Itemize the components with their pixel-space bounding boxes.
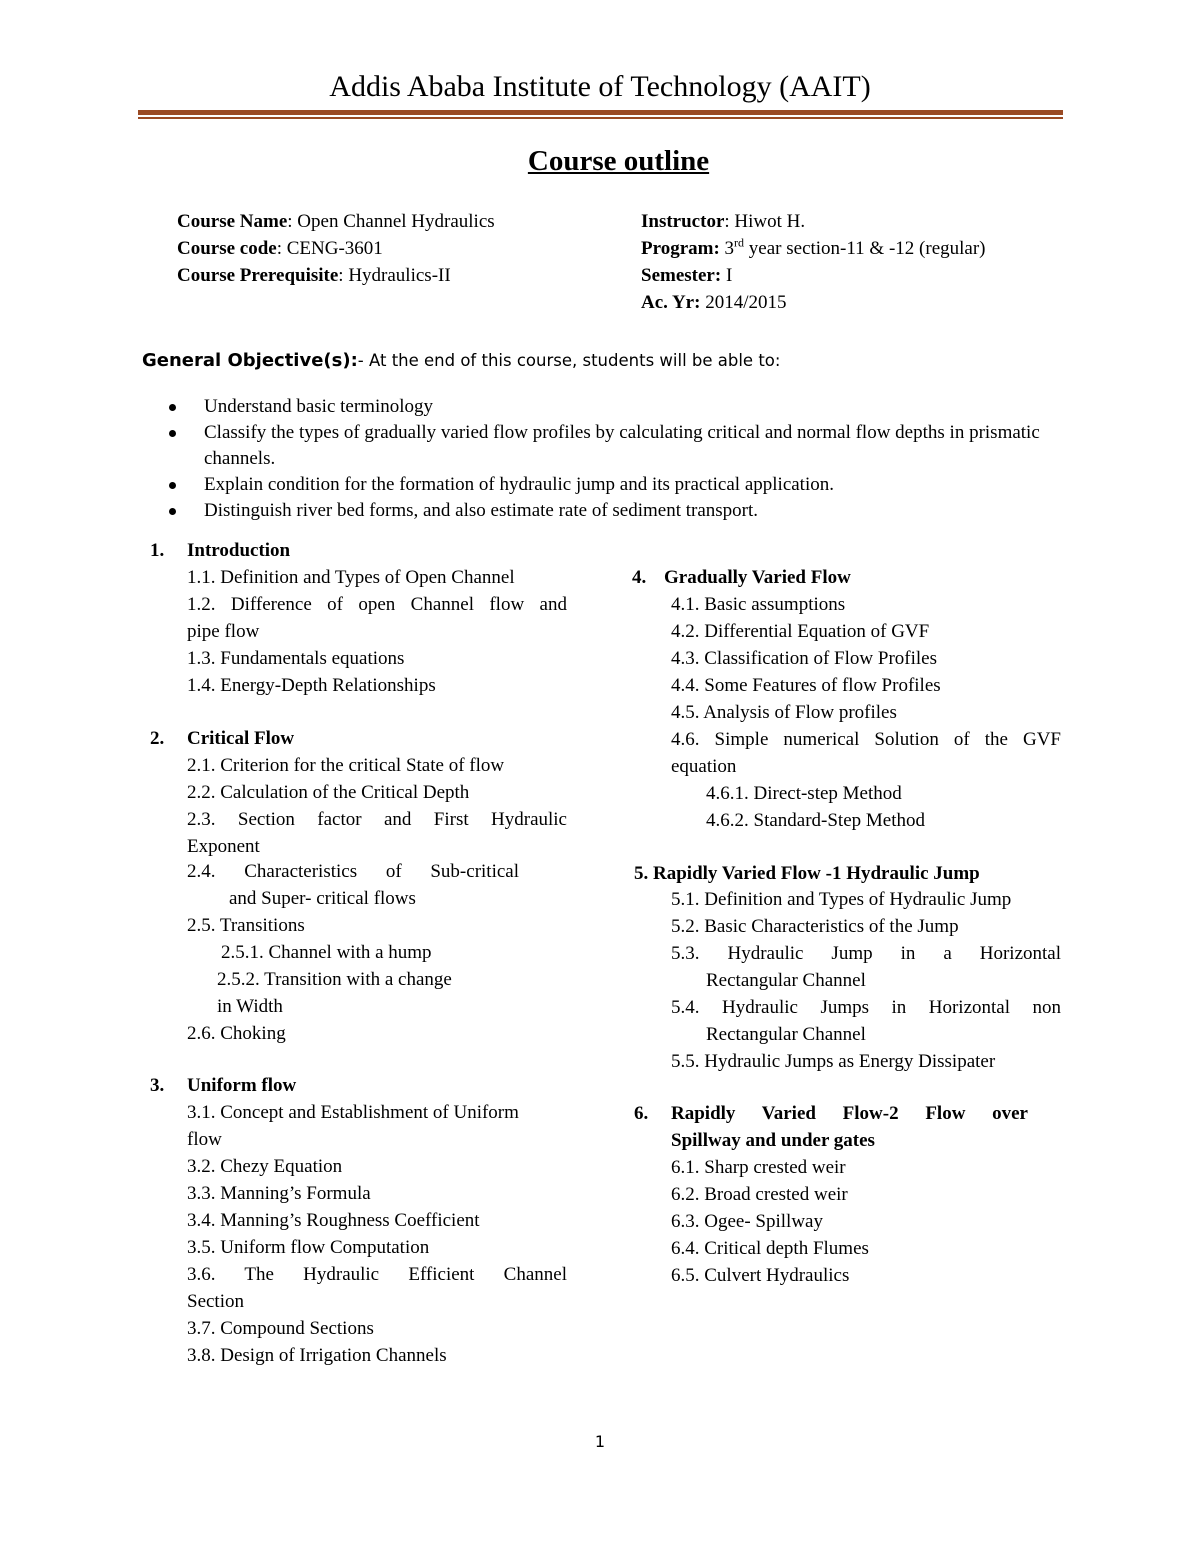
course-code-value: : CENG-3601 (276, 238, 383, 259)
academic-year-value: 2014/2015 (700, 292, 787, 313)
course-info-right (641, 208, 986, 316)
section-2-item: 2.4. Characteristics of Sub-critical (187, 861, 519, 882)
document-title: Course outline (527, 145, 710, 177)
section-1-item: 1.2. Difference of open Channel flow and (187, 594, 567, 615)
section-2-number: 2. (150, 728, 165, 749)
section-6-number: 6. (634, 1103, 649, 1124)
general-objective (142, 350, 780, 371)
section-3-title: Uniform flow (187, 1075, 297, 1096)
objective-list (162, 394, 1057, 524)
list-item: Classify the types of gradually varied flow profiles by calculating critical and normal flow depths in prismatic channels. (162, 420, 1057, 472)
section-6-title-cont: Spillway and under gates (671, 1130, 875, 1151)
section-6-item: 6.3. Ogee- Spillway (671, 1211, 823, 1232)
section-4-item: 4.2. Differential Equation of GVF (671, 621, 930, 642)
section-1-item: 1.1. Definition and Types of Open Channel (187, 567, 515, 588)
section-6-item: 6.1. Sharp crested weir (671, 1157, 846, 1178)
section-5-item: Rectangular Channel (706, 970, 866, 991)
section-3-item: 3.8. Design of Irrigation Channels (187, 1345, 447, 1366)
course-name-label: Course Name (177, 211, 288, 232)
section-2-item: in Width (217, 996, 283, 1017)
header-rule-thick (138, 110, 1063, 115)
section-1-item: pipe flow (187, 621, 260, 642)
section-5-item: 5.1. Definition and Types of Hydraulic Jump (671, 889, 1012, 910)
course-code-row (177, 235, 495, 262)
section-2-item: 2.6. Choking (187, 1023, 286, 1044)
section-3-item: flow (187, 1129, 222, 1150)
list-item: Distinguish river bed forms, and also estimate rate of sediment transport. (162, 498, 1057, 524)
institution-header: Addis Ababa Institute of Technology (AAIT) (329, 70, 871, 103)
section-2-item: 2.5.1. Channel with a hump (221, 942, 432, 963)
semester-label: Semester: (641, 265, 722, 286)
section-6-title: Rapidly Varied Flow-2 Flow over (671, 1103, 1028, 1124)
course-code-label: Course code (177, 238, 277, 259)
course-name-row (177, 208, 495, 235)
instructor-row (641, 208, 986, 235)
section-2-item: 2.3. Section factor and First Hydraulic (187, 809, 567, 830)
section-4-item: 4.6.2. Standard-Step Method (706, 810, 926, 831)
section-4-item: 4.6. Simple numerical Solution of the GVF (671, 729, 1061, 750)
section-4-item: 4.5. Analysis of Flow profiles (671, 702, 897, 723)
section-4-number: 4. (632, 567, 647, 588)
section-3-item: Section (187, 1291, 244, 1312)
section-6-item: 6.2. Broad crested weir (671, 1184, 848, 1205)
section-4-item: 4.6.1. Direct-step Method (706, 783, 902, 804)
program-value-post: year section-11 & -12 (regular) (744, 238, 986, 259)
objective-intro: - At the end of this course, students will be able to: (357, 351, 781, 370)
instructor-value: : Hiwot H. (724, 211, 806, 232)
section-3-item: 3.5. Uniform flow Computation (187, 1237, 430, 1258)
section-4-item: 4.1. Basic assumptions (671, 594, 846, 615)
section-5-item: 5.4. Hydraulic Jumps in Horizontal non (671, 997, 1061, 1018)
prerequisite-label: Course Prerequisite (177, 265, 339, 286)
section-2-item: 2.1. Criterion for the critical State of flow (187, 755, 505, 776)
program-label: Program: (641, 238, 720, 259)
section-5-title: 5. Rapidly Varied Flow -1 Hydraulic Jump (634, 863, 980, 884)
program-value-sup: rd (734, 235, 745, 250)
section-1-title: Introduction (187, 540, 291, 561)
header-rule-thin (138, 117, 1063, 119)
section-2-item: 2.5.2. Transition with a change (217, 969, 452, 990)
section-5-item: 5.5. Hydraulic Jumps as Energy Dissipater (671, 1051, 996, 1072)
instructor-label: Instructor (641, 211, 725, 232)
course-info-left (177, 208, 495, 289)
list-item: Explain condition for the formation of hydraulic jump and its practical application. (162, 472, 1057, 498)
section-5-item: 5.3. Hydraulic Jump in a Horizontal (671, 943, 1061, 964)
section-4-title: Gradually Varied Flow (664, 567, 851, 588)
section-5-item: Rectangular Channel (706, 1024, 866, 1045)
semester-value: I (721, 265, 733, 286)
section-3-item: 3.2. Chezy Equation (187, 1156, 343, 1177)
program-row (641, 235, 986, 262)
program-value-pre: 3 (719, 238, 735, 259)
section-3-item: 3.3. Manning’s Formula (187, 1183, 371, 1204)
objective-label: General Objective(s): (142, 350, 358, 371)
semester-row (641, 262, 986, 289)
academic-year-label: Ac. Yr: (641, 292, 701, 313)
section-1-item: 1.3. Fundamentals equations (187, 648, 405, 669)
bullet-icon (169, 404, 176, 411)
bullet-icon (169, 430, 176, 437)
section-4-item: equation (671, 756, 737, 777)
section-6-item: 6.5. Culvert Hydraulics (671, 1265, 850, 1286)
section-3-item: 3.4. Manning’s Roughness Coefficient (187, 1210, 480, 1231)
section-2-title: Critical Flow (187, 728, 295, 749)
section-3-number: 3. (150, 1075, 165, 1096)
section-4-item: 4.4. Some Features of flow Profiles (671, 675, 941, 696)
course-name-value: : Open Channel Hydraulics (287, 211, 495, 232)
page-number: 1 (594, 1432, 606, 1451)
section-2-item: 2.5. Transitions (187, 915, 305, 936)
prerequisite-value: : Hydraulics-II (338, 265, 451, 286)
prerequisite-row (177, 262, 495, 289)
section-5-item: 5.2. Basic Characteristics of the Jump (671, 916, 959, 937)
section-6-item: 6.4. Critical depth Flumes (671, 1238, 869, 1259)
section-1-item: 1.4. Energy-Depth Relationships (187, 675, 436, 696)
academic-year-row (641, 289, 986, 316)
list-item: Understand basic terminology (162, 394, 1057, 420)
section-2-item: Exponent (187, 836, 260, 857)
section-3-item: 3.7. Compound Sections (187, 1318, 374, 1339)
section-3-item: 3.1. Concept and Establishment of Uniform (187, 1102, 519, 1123)
bullet-icon (169, 482, 176, 489)
bullet-icon (169, 508, 176, 515)
section-1-number: 1. (150, 540, 165, 561)
section-3-item: 3.6. The Hydraulic Efficient Channel (187, 1264, 567, 1285)
section-4-item: 4.3. Classification of Flow Profiles (671, 648, 937, 669)
section-2-item: 2.2. Calculation of the Critical Depth (187, 782, 470, 803)
section-2-item: and Super- critical flows (229, 888, 416, 909)
